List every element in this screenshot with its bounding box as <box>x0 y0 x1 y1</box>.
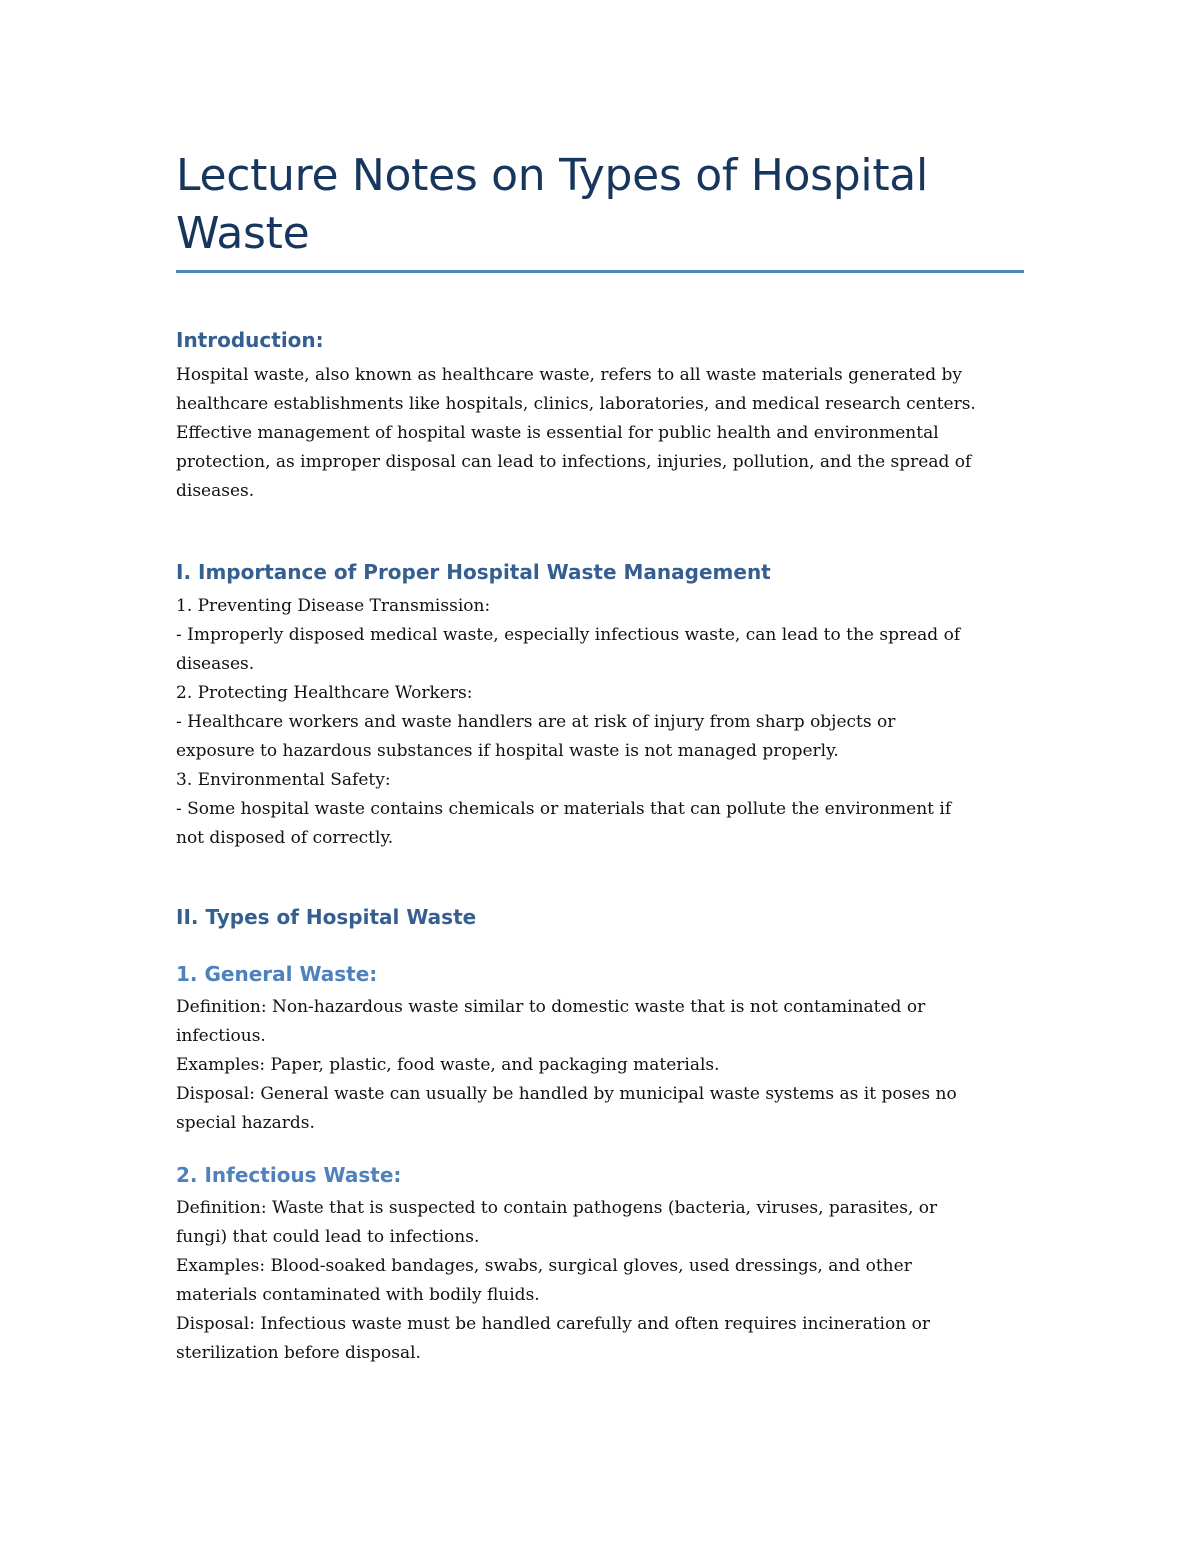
intro-line: healthcare establishments like hospitals, clinics, laboratories, and medical research centers. <box>176 394 976 414</box>
general-waste-heading: 1. General Waste: <box>176 962 378 986</box>
intro-paragraph <box>176 361 1024 506</box>
importance-line: 2. Protecting Healthcare Workers: <box>176 683 473 703</box>
infectious-waste-line: Disposal: Infectious waste must be handled carefully and often requires incineration or <box>176 1314 930 1334</box>
importance-line: diseases. <box>176 654 255 674</box>
intro-line: diseases. <box>176 481 255 501</box>
section-importance-heading: I. Importance of Proper Hospital Waste Management <box>176 560 771 584</box>
importance-line: 3. Environmental Safety: <box>176 770 391 790</box>
importance-line: - Improperly disposed medical waste, especially infectious waste, can lead to the spread of <box>176 625 961 645</box>
infectious-waste-line: materials contaminated with bodily fluids. <box>176 1285 540 1305</box>
infectious-waste-line: Definition: Waste that is suspected to contain pathogens (bacteria, viruses, parasites, or <box>176 1198 938 1218</box>
title-underline <box>176 270 1024 273</box>
infectious-waste-line: fungi) that could lead to infections. <box>176 1227 480 1247</box>
infectious-waste-body <box>176 1194 1024 1368</box>
section-importance-body <box>176 592 1024 853</box>
general-waste-line: Disposal: General waste can usually be handled by municipal waste systems as it poses no <box>176 1084 957 1104</box>
infectious-waste-line: Examples: Blood-soaked bandages, swabs, surgical gloves, used dressings, and other <box>176 1256 912 1276</box>
importance-line: - Some hospital waste contains chemicals or materials that can pollute the environment if <box>176 799 952 819</box>
general-waste-line: Definition: Non-hazardous waste similar to domestic waste that is not contaminated or <box>176 997 926 1017</box>
document-title: Lecture Notes on Types of Hospital Waste <box>176 150 928 259</box>
infectious-waste-heading: 2. Infectious Waste: <box>176 1163 402 1187</box>
section-types-heading: II. Types of Hospital Waste <box>176 905 477 929</box>
importance-line: - Healthcare workers and waste handlers are at risk of injury from sharp objects or <box>176 712 896 732</box>
importance-line: not disposed of correctly. <box>176 828 394 848</box>
intro-line: protection, as improper disposal can lead to infections, injuries, pollution, and the spread of <box>176 452 972 472</box>
importance-line: exposure to hazardous substances if hospital waste is not managed properly. <box>176 741 839 761</box>
intro-line: Effective management of hospital waste is essential for public health and environmental <box>176 423 939 443</box>
general-waste-line: Examples: Paper, plastic, food waste, and packaging materials. <box>176 1055 720 1075</box>
intro-heading: Introduction: <box>176 328 324 352</box>
general-waste-body <box>176 993 1024 1138</box>
general-waste-line: infectious. <box>176 1026 266 1046</box>
importance-line: 1. Preventing Disease Transmission: <box>176 596 491 616</box>
intro-line: Hospital waste, also known as healthcare waste, refers to all waste materials generated by <box>176 365 963 385</box>
general-waste-line: special hazards. <box>176 1113 315 1133</box>
infectious-waste-line: sterilization before disposal. <box>176 1343 421 1363</box>
